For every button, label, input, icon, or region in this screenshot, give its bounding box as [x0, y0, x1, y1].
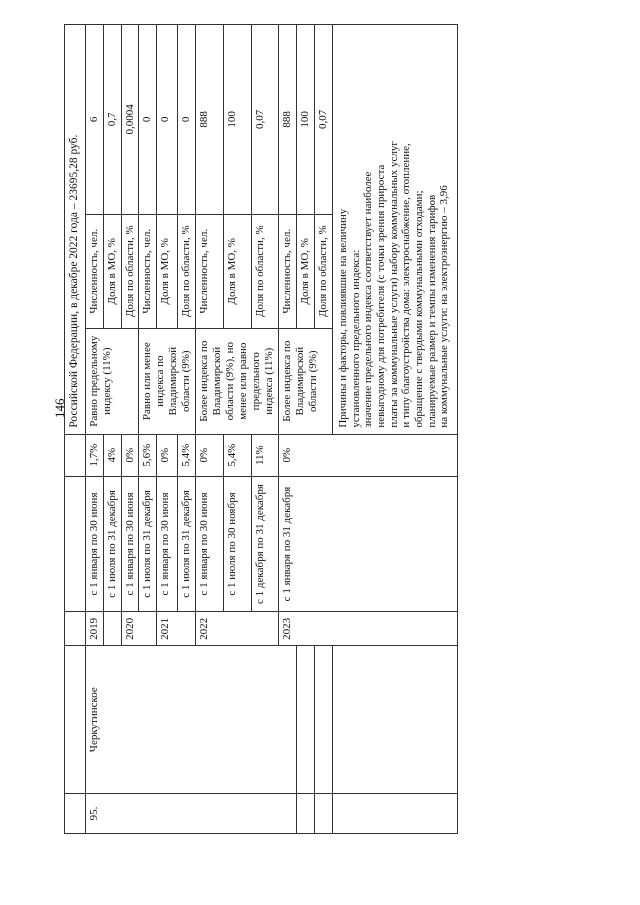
metric-value: 0,7: [103, 25, 121, 215]
empty-cell: [65, 434, 86, 476]
note-line: невыгодному для потребителя (с точки зрения прироста: [374, 164, 387, 428]
metric-label: Доля в МО, %: [223, 214, 251, 328]
empty-cell: [315, 646, 333, 794]
period-cell: с 1 июля по 31 декабря: [103, 476, 121, 612]
period-cell: с 1 июля по 31 декабря: [139, 476, 157, 612]
header-note: Российской Федерации, в декабре 2022 года – 23695,28 руб.: [65, 25, 86, 435]
index-value: 0%: [121, 434, 139, 476]
index-value: 5,4%: [178, 434, 196, 476]
row-number: 95.: [85, 794, 297, 834]
index-value: 0%: [279, 434, 458, 476]
metric-label: Доля по области, %: [251, 214, 279, 328]
index-value: 5,4%: [223, 434, 251, 476]
metric-value: 0: [139, 25, 157, 215]
empty-cell: [65, 476, 86, 612]
index-value: 0%: [157, 434, 178, 476]
header-row: [65, 25, 86, 834]
metric-value: 100: [223, 25, 251, 215]
year-cell: 2019: [85, 612, 103, 646]
metric-value: 0,07: [251, 25, 279, 215]
index-value: 5,6%: [139, 434, 157, 476]
empty-cell: [297, 646, 315, 794]
index-value: 11%: [251, 434, 279, 476]
note-line: обращение с твердыми коммунальными отходами;: [412, 190, 425, 428]
metric-label: Численность, чел.: [279, 214, 297, 328]
period-cell: с 1 января по 30 июня: [85, 476, 103, 612]
note-line: платы за коммунальные услуги) набору коммунальных услуг: [387, 141, 400, 428]
year-cell: 2021: [157, 612, 196, 646]
period-cell: с 1 июля по 30 ноября: [223, 476, 251, 612]
metric-label: Доля по области, %: [315, 214, 333, 328]
reasons-note: [333, 25, 458, 435]
note-line: значение предельного индекса соответствует наиболее: [362, 171, 375, 428]
municipality-name: Черкутинское: [85, 646, 297, 794]
note-line: на коммунальные услуги: на электроэнергию – 3,96: [438, 185, 451, 428]
metric-value: 888: [196, 25, 224, 215]
year-cell: 2022: [196, 612, 279, 646]
metric-label: Численность, чел.: [139, 214, 157, 328]
table-row: [85, 25, 103, 834]
note-line: и типу благоустройства дома: электроснабжение, отопление,: [400, 143, 413, 428]
year-cell: [103, 612, 121, 646]
group-label: Более индекса по Владимирской области (9%): [279, 328, 333, 434]
empty-cell: [65, 612, 86, 646]
metric-value: 888: [279, 25, 297, 215]
empty-cell: [65, 794, 86, 834]
metric-label: Доля в МО, %: [103, 214, 121, 328]
metric-label: Доля в МО, %: [297, 214, 315, 328]
period-cell: с 1 января по 30 июня: [196, 476, 224, 612]
period-cell: с 1 декабря по 31 декабря: [251, 476, 279, 612]
period-cell: с 1 июля по 31 декабря: [178, 476, 196, 612]
year-cell: 2020: [121, 612, 157, 646]
page-number: 146: [52, 398, 67, 418]
metric-value: 100: [297, 25, 315, 215]
metric-label: Численность, чел.: [85, 214, 103, 328]
metric-label: Доля в МО, %: [157, 214, 178, 328]
empty-cell: [333, 794, 458, 834]
note-line: Причины и факторы, повлиявшие на величину: [337, 208, 350, 428]
empty-cell: [65, 646, 86, 794]
metric-label: Доля по области, %: [121, 214, 139, 328]
metric-label: Доля по области, %: [178, 214, 196, 328]
group-label: Равно или менее индекса по Владимирской области (9%): [139, 328, 196, 434]
empty-cell: [315, 794, 333, 834]
group-label: Равно предельному индексу (11%): [85, 328, 139, 434]
note-line: установленного предельного индекса:: [349, 249, 362, 428]
table-row: [333, 25, 458, 834]
period-cell: с 1 января по 31 декабря: [279, 476, 458, 612]
group-label: Более индекса по Владимирской области (9%), но менее или равно предельного индекса (11%): [196, 328, 279, 434]
period-cell: с 1 января по 30 июня: [157, 476, 178, 612]
index-value: 0%: [196, 434, 224, 476]
tariff-table: [64, 24, 458, 834]
metric-value: 0: [157, 25, 178, 215]
empty-cell: [297, 794, 315, 834]
metric-value: 6: [85, 25, 103, 215]
metric-value: 0: [178, 25, 196, 215]
period-cell: с 1 января по 30 июня: [121, 476, 139, 612]
note-line: планируемые размер и темпы изменения тарифов: [425, 194, 438, 428]
empty-cell: [333, 646, 458, 794]
metric-label: Численность, чел.: [196, 214, 224, 328]
metric-value: 0,07: [315, 25, 333, 215]
metric-value: 0,0004: [121, 25, 139, 215]
rotated-table-container: [64, 24, 584, 834]
index-value: 4%: [103, 434, 121, 476]
year-cell: 2023: [279, 612, 458, 646]
index-value: 1,7%: [85, 434, 103, 476]
